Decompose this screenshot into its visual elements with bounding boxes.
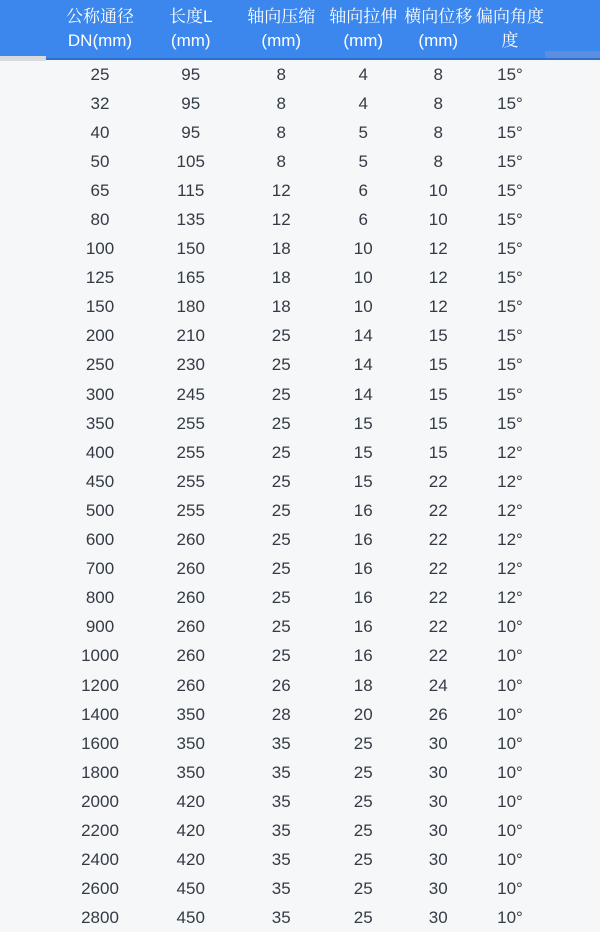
table-row <box>0 409 600 438</box>
table-cell: 35 <box>271 791 291 811</box>
table-cell: 95 <box>181 64 201 84</box>
column-title: 公称通径 <box>66 7 134 26</box>
table-cell: 25 <box>271 500 291 520</box>
table-cell: 8 <box>433 64 443 84</box>
table-cell: 32 <box>90 93 110 113</box>
column-unit: (mm) <box>418 31 459 50</box>
header-scrollbar-thumb <box>0 56 46 61</box>
table-cell: 25 <box>271 355 291 375</box>
table-cell: 150 <box>176 239 205 259</box>
table-cell: 10 <box>353 239 373 259</box>
table-cell: 35 <box>271 733 291 753</box>
table-cell: 12 <box>428 297 448 317</box>
column-title: 轴向拉伸 <box>329 7 398 26</box>
table-cell: 15° <box>497 239 523 259</box>
table-cell: 18 <box>353 675 373 695</box>
table-cell: 10 <box>353 297 373 317</box>
column-title: 偏向角度 <box>476 7 544 26</box>
table-cell: 150 <box>85 297 115 317</box>
table-cell: 10° <box>497 850 523 870</box>
table-row <box>0 816 600 845</box>
table-cell: 12 <box>428 268 448 288</box>
table-cell: 22 <box>428 646 448 666</box>
table-cell: 8 <box>276 122 286 142</box>
table-cell: 260 <box>176 588 205 608</box>
table-row <box>0 380 600 409</box>
table-cell: 15° <box>497 384 523 404</box>
header-corner-strip <box>545 51 600 58</box>
table-cell: 95 <box>181 93 201 113</box>
table-cell: 30 <box>428 820 448 840</box>
table-cell: 30 <box>428 733 448 753</box>
table-cell: 35 <box>271 879 291 899</box>
table-row <box>0 293 600 322</box>
table-cell: 65 <box>90 180 110 200</box>
table-cell: 25 <box>271 326 291 346</box>
table-cell: 25 <box>271 588 291 608</box>
column-header-0 <box>0 0 144 59</box>
table-cell: 255 <box>176 413 205 433</box>
table-cell: 105 <box>176 151 205 171</box>
table-cell: 30 <box>428 908 448 928</box>
table-cell: 15° <box>497 122 523 142</box>
table-cell: 900 <box>85 617 115 637</box>
table-cell: 245 <box>176 384 205 404</box>
table-cell: 12 <box>271 180 291 200</box>
table-cell: 15° <box>497 93 523 113</box>
table-cell: 25 <box>271 559 291 579</box>
table-cell: 8 <box>433 93 443 113</box>
table-cell: 25 <box>90 64 110 84</box>
table-cell: 50 <box>90 151 110 171</box>
table-row <box>0 235 600 264</box>
table-cell: 8 <box>276 151 286 171</box>
column-title: 长度L <box>169 7 213 26</box>
table-cell: 420 <box>176 850 205 870</box>
table-cell: 10° <box>497 762 523 782</box>
column-header-2 <box>237 0 325 59</box>
table-header <box>0 0 600 59</box>
table-row <box>0 787 600 816</box>
table-cell: 25 <box>271 384 291 404</box>
table-cell: 22 <box>428 530 448 550</box>
table-cell: 600 <box>85 530 115 550</box>
table-cell: 500 <box>85 500 115 520</box>
table-cell: 210 <box>176 326 205 346</box>
table-cell: 1800 <box>81 762 119 782</box>
table-cell: 10° <box>497 733 523 753</box>
table-cell: 260 <box>176 530 205 550</box>
table-cell: 10 <box>353 268 373 288</box>
table-row <box>0 322 600 351</box>
table-cell: 165 <box>176 268 205 288</box>
table-cell: 16 <box>353 559 373 579</box>
table-cell: 350 <box>85 413 115 433</box>
table-cell: 350 <box>176 733 205 753</box>
table-cell: 22 <box>428 471 448 491</box>
table-cell: 15 <box>353 471 373 491</box>
table-cell: 1600 <box>81 733 119 753</box>
table-cell: 10° <box>497 675 523 695</box>
table-cell: 16 <box>353 588 373 608</box>
column-unit: 度 <box>501 31 519 50</box>
table-cell: 800 <box>85 588 115 608</box>
table-cell: 28 <box>271 704 291 724</box>
table-cell: 15 <box>428 442 448 462</box>
table-cell: 15° <box>497 180 523 200</box>
table-cell: 10° <box>497 646 523 666</box>
table-cell: 12° <box>497 471 523 491</box>
table-row <box>0 59 600 89</box>
table-cell: 25 <box>271 413 291 433</box>
table-cell: 255 <box>176 500 205 520</box>
table-cell: 8 <box>276 64 286 84</box>
column-unit: (mm) <box>170 31 211 50</box>
table-cell: 35 <box>271 908 291 928</box>
table-row <box>0 584 600 613</box>
table-cell: 15° <box>497 326 523 346</box>
table-cell: 15° <box>497 297 523 317</box>
table-cell: 35 <box>271 762 291 782</box>
table-cell: 40 <box>90 122 110 142</box>
table-cell: 15° <box>497 413 523 433</box>
table-cell: 10 <box>428 180 448 200</box>
table-cell: 125 <box>85 268 115 288</box>
table-row <box>0 496 600 525</box>
table-cell: 30 <box>428 762 448 782</box>
table-cell: 18 <box>271 297 291 317</box>
table-cell: 25 <box>271 530 291 550</box>
table-row <box>0 351 600 380</box>
table-row <box>0 671 600 700</box>
table-row <box>0 526 600 555</box>
table-cell: 15 <box>428 326 448 346</box>
table-cell: 25 <box>353 850 373 870</box>
table-cell: 25 <box>353 762 373 782</box>
table-cell: 16 <box>353 646 373 666</box>
table-cell: 10 <box>428 210 448 230</box>
column-title: 轴向压缩 <box>247 7 316 26</box>
table-cell: 420 <box>176 820 205 840</box>
table-row <box>0 264 600 293</box>
header-row <box>0 0 600 59</box>
table-cell: 115 <box>177 180 205 200</box>
table-cell: 6 <box>358 210 368 230</box>
table-cell: 12 <box>428 239 448 259</box>
table-cell: 18 <box>271 268 291 288</box>
table-cell: 30 <box>428 850 448 870</box>
table-cell: 25 <box>271 442 291 462</box>
table-cell: 450 <box>176 879 205 899</box>
table-cell: 30 <box>428 791 448 811</box>
table-cell: 250 <box>85 355 115 375</box>
table-cell: 25 <box>353 791 373 811</box>
table-cell: 260 <box>176 617 205 637</box>
table-cell: 12° <box>497 500 523 520</box>
table-cell: 80 <box>90 210 110 230</box>
table-cell: 25 <box>271 617 291 637</box>
column-header-1 <box>144 0 237 59</box>
table-cell: 1000 <box>81 646 119 666</box>
table-row <box>0 700 600 729</box>
table-cell: 15° <box>497 210 523 230</box>
table-cell: 2800 <box>81 908 119 928</box>
table-cell: 10° <box>497 908 523 928</box>
table-cell: 12° <box>497 442 523 462</box>
table-cell: 5 <box>358 122 368 142</box>
table-cell: 14 <box>353 326 373 346</box>
table-cell: 25 <box>271 646 291 666</box>
table-body <box>0 59 600 932</box>
table-cell: 35 <box>271 850 291 870</box>
table-cell: 300 <box>85 384 115 404</box>
table-row <box>0 875 600 904</box>
column-unit: (mm) <box>343 31 384 50</box>
table-cell: 180 <box>176 297 205 317</box>
column-unit: (mm) <box>261 31 302 50</box>
table-cell: 100 <box>85 239 115 259</box>
column-title: 横向位移 <box>404 7 473 26</box>
table-cell: 260 <box>176 646 205 666</box>
column-header-4 <box>402 0 476 59</box>
table-row <box>0 147 600 176</box>
table-row <box>0 846 600 875</box>
table-cell: 12° <box>497 588 523 608</box>
table-cell: 4 <box>358 64 368 84</box>
table-cell: 15° <box>497 268 523 288</box>
table-cell: 700 <box>85 559 115 579</box>
table-cell: 350 <box>176 704 205 724</box>
table-cell: 260 <box>176 559 205 579</box>
table-row <box>0 118 600 147</box>
table-cell: 12° <box>497 530 523 550</box>
table-cell: 22 <box>428 500 448 520</box>
table-cell: 95 <box>181 122 201 142</box>
table-cell: 200 <box>85 326 115 346</box>
table-cell: 18 <box>271 239 291 259</box>
table-cell: 260 <box>176 675 205 695</box>
table-cell: 2200 <box>81 820 119 840</box>
table-cell: 25 <box>353 820 373 840</box>
table-cell: 8 <box>276 93 286 113</box>
table-cell: 1200 <box>81 675 119 695</box>
table-cell: 14 <box>353 355 373 375</box>
table-cell: 15 <box>428 413 448 433</box>
table-cell: 450 <box>85 471 115 491</box>
table-cell: 14 <box>353 384 373 404</box>
table-cell: 400 <box>85 442 115 462</box>
column-unit: DN(mm) <box>67 31 133 50</box>
table-cell: 1400 <box>81 704 119 724</box>
table-cell: 4 <box>358 93 368 113</box>
table-cell: 22 <box>428 559 448 579</box>
table-cell: 26 <box>428 704 448 724</box>
table-cell: 15° <box>497 64 523 84</box>
table-cell: 22 <box>428 617 448 637</box>
table-row <box>0 438 600 467</box>
table-row <box>0 729 600 758</box>
table-cell: 230 <box>176 355 205 375</box>
table-cell: 10° <box>497 617 523 637</box>
table-row <box>0 89 600 118</box>
table-row <box>0 555 600 584</box>
table-cell: 10° <box>497 704 523 724</box>
table-cell: 6 <box>358 180 368 200</box>
table-cell: 10° <box>497 879 523 899</box>
table-cell: 15° <box>497 151 523 171</box>
table-cell: 15° <box>497 355 523 375</box>
table-cell: 25 <box>271 471 291 491</box>
table-cell: 26 <box>271 675 291 695</box>
table-cell: 16 <box>353 530 373 550</box>
table-row <box>0 205 600 234</box>
table-cell: 12° <box>497 559 523 579</box>
table-row <box>0 904 600 932</box>
table-cell: 255 <box>176 442 205 462</box>
table-cell: 15 <box>353 413 373 433</box>
table-cell: 25 <box>353 733 373 753</box>
table-cell: 24 <box>428 675 448 695</box>
table-cell: 255 <box>176 471 205 491</box>
table-cell: 10° <box>497 791 523 811</box>
table-cell: 16 <box>353 500 373 520</box>
table-cell: 30 <box>428 879 448 899</box>
table-cell: 135 <box>176 210 205 230</box>
table-cell: 2600 <box>81 879 119 899</box>
table-cell: 12 <box>271 210 291 230</box>
table-row <box>0 758 600 787</box>
table-cell: 16 <box>353 617 373 637</box>
table-cell: 15 <box>428 384 448 404</box>
table-cell: 20 <box>353 704 373 724</box>
table-cell: 25 <box>353 879 373 899</box>
table-cell: 5 <box>358 151 368 171</box>
table-cell: 25 <box>353 908 373 928</box>
table-cell: 15 <box>428 355 448 375</box>
table-cell: 8 <box>433 151 443 171</box>
column-header-3 <box>325 0 402 59</box>
table-cell: 15 <box>353 442 373 462</box>
table-row <box>0 176 600 205</box>
table-cell: 450 <box>176 908 205 928</box>
table-cell: 35 <box>271 820 291 840</box>
table-row <box>0 642 600 671</box>
table-cell: 420 <box>176 791 205 811</box>
table-cell: 2000 <box>81 791 119 811</box>
table-cell: 22 <box>428 588 448 608</box>
table-row <box>0 613 600 642</box>
table-cell: 350 <box>176 762 205 782</box>
table-cell: 8 <box>433 122 443 142</box>
table-cell: 10° <box>497 820 523 840</box>
table-row <box>0 467 600 496</box>
table-cell: 2400 <box>81 850 119 870</box>
